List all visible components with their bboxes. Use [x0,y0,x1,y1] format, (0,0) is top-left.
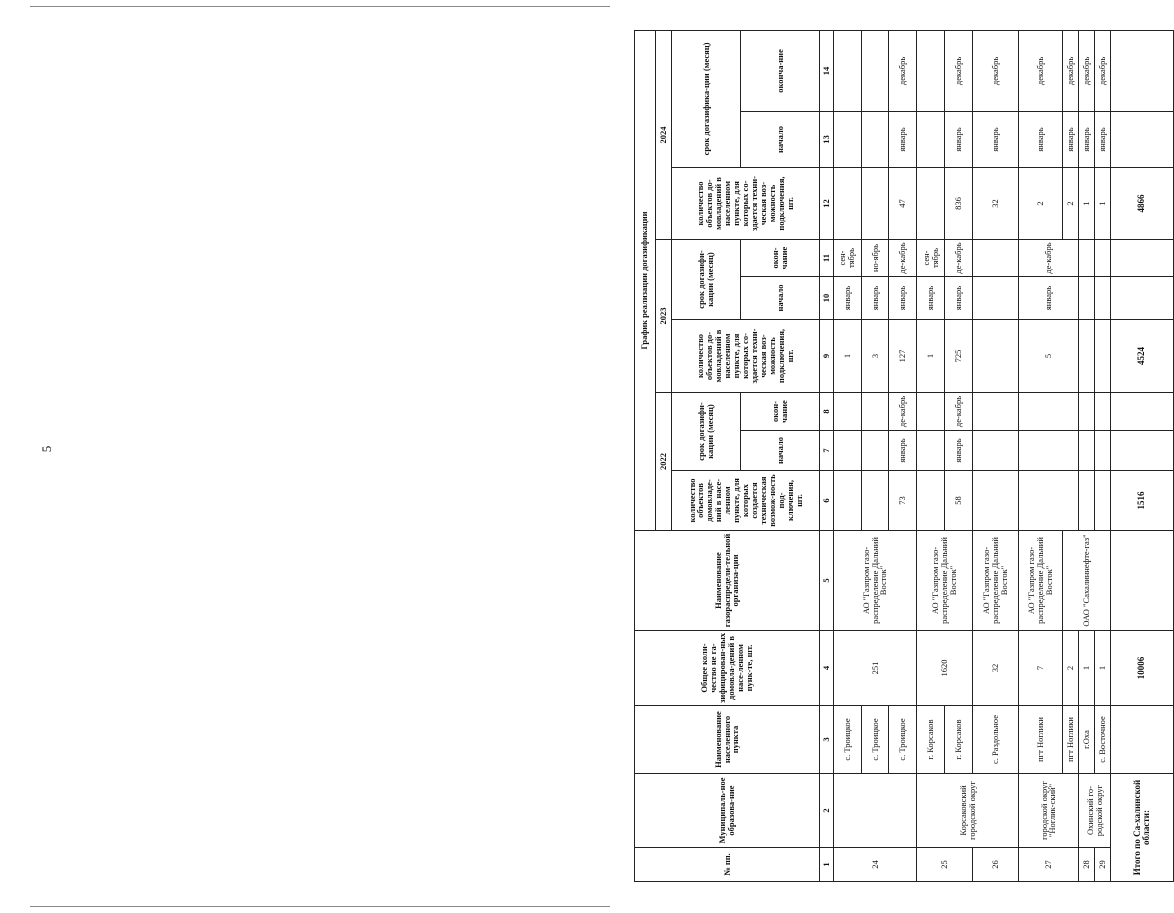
header-qty-2022: количество объектов домовладе-ний в насе-ленном пункте, для которых создается техническая возмож-ность под-ключения, шт. [672,471,820,531]
end-2024-cell: декабрь [972,30,1018,111]
start-2022-cell [917,431,945,471]
col-number: 10 [820,277,834,320]
total-end-2022 [1111,393,1174,431]
count-cell: 1 [1095,631,1111,706]
header-end-2022: окон-чание [741,393,820,431]
total-qty-2022: 1516 [1111,471,1174,531]
end-2022-cell [833,393,861,431]
end-2024-cell [833,30,861,111]
settlement-cell: с. Троицкое [889,706,917,774]
end-2024-cell [861,30,889,111]
end-2022-cell [972,393,1018,431]
gasification-schedule-table [634,30,1174,882]
end-2024-cell: декабрь [1018,30,1062,111]
table-row [944,30,972,881]
count-cell: 32 [972,631,1018,706]
end-2022-cell: де-кабрь [944,393,972,431]
qty-2023-cell [1095,320,1111,393]
bottom-rule [30,906,610,907]
settlement-cell: с. Троицкое [833,706,861,774]
count-cell: 2 [1062,631,1078,706]
qty-2023-cell: 127 [889,320,917,393]
table-row [917,30,945,881]
col-number: 11 [820,240,834,277]
end-2024-cell: декабрь [1062,30,1078,111]
table-row [1018,30,1062,881]
header-ungasified-count: Общее коли-чество не га-зифицирован-ных домовла-дений в насе-ленном пунк-те, шт. [635,631,820,706]
end-2023-cell [1079,240,1095,277]
start-2024-cell [917,112,945,168]
count-cell: 251 [833,631,916,706]
start-2023-cell [1079,277,1095,320]
col-number: 4 [820,631,834,706]
total-start-2023 [1111,277,1174,320]
end-2024-cell [917,30,945,111]
total-start-2024 [1111,112,1174,168]
settlement-cell: г.Оха [1079,706,1095,774]
header-start-2024: начало [741,112,820,168]
qty-2023-cell: 5 [1018,320,1078,393]
total-count: 10006 [1111,631,1174,706]
header-year-2023: 2023 [655,240,671,393]
header-start-2023: начало [741,277,820,320]
start-2024-cell: январь [889,112,917,168]
end-2024-cell: декабрь [944,30,972,111]
header-end-2024: оконча-ние [741,30,820,111]
start-2022-cell [1018,431,1078,471]
count-cell: 1 [1079,631,1095,706]
start-2022-cell [833,431,861,471]
qty-2023-cell: 3 [861,320,889,393]
start-2024-cell: январь [1062,112,1078,168]
end-2022-cell [1018,393,1078,431]
qty-2024-cell: 1 [1095,168,1111,240]
row-number: 29 [1095,848,1111,882]
municipality-cell [833,774,916,848]
start-2022-cell [1095,431,1111,471]
start-2023-cell: январь [1018,277,1078,320]
col-number: 6 [820,471,834,531]
settlement-cell: с. Раздольное [972,706,1018,774]
row-number: 27 [1018,848,1078,882]
header-end-2023: окон-чание [741,240,820,277]
total-org-cell [1111,531,1174,631]
org-cell: АО "Газпром газо-распределение Дальний Восток" [917,531,973,631]
qty-2024-cell [917,168,945,240]
start-2022-cell: январь [944,431,972,471]
qty-2024-cell: 836 [944,168,972,240]
start-2023-cell: январь [917,277,945,320]
table-row [889,30,917,881]
org-cell: АО "Газпром газо-распределение Дальний Восток" [972,531,1018,631]
end-2024-cell: декабрь [1079,30,1095,111]
count-cell: 7 [1018,631,1062,706]
qty-2024-cell: 2 [1018,168,1062,240]
settlement-cell: пгт Ноглики [1062,706,1078,774]
qty-2022-cell: 73 [889,471,917,531]
col-number: 3 [820,706,834,774]
table-row [833,30,861,881]
header-term-2024: срок догазифика-ции (месяц) [672,30,741,167]
qty-2024-cell: 1 [1079,168,1095,240]
total-end-2024 [1111,30,1174,111]
qty-2022-cell [1018,471,1078,531]
header-settlement: Наименование населенного пункта [635,706,820,774]
start-2022-cell [861,431,889,471]
settlement-cell: с. Троицкое [861,706,889,774]
end-2023-cell: де-кабрь [1018,240,1078,277]
qty-2022-cell [1079,471,1095,531]
row-number: 28 [1079,848,1095,882]
start-2023-cell [972,277,1018,320]
row-number: 24 [833,848,916,882]
start-2023-cell: январь [944,277,972,320]
column-number-row [820,30,834,881]
settlement-cell: с. Восточное [1095,706,1111,774]
total-row [1111,30,1174,881]
col-number: 14 [820,30,834,111]
qty-2024-cell: 32 [972,168,1018,240]
start-2024-cell: январь [1018,112,1062,168]
page-number: 5 [39,445,54,453]
end-2023-cell: но-ябрь [861,240,889,277]
end-2022-cell [1095,393,1111,431]
end-2024-cell: декабрь [1095,30,1111,111]
table-row [1079,30,1095,881]
qty-2023-cell: 1 [917,320,945,393]
qty-2023-cell: 1 [833,320,861,393]
total-end-2023 [1111,240,1174,277]
qty-2023-cell [972,320,1018,393]
start-2024-cell: январь [1095,112,1111,168]
table-row [1095,30,1111,881]
start-2024-cell: январь [972,112,1018,168]
total-settlement-cell [1111,706,1174,774]
org-cell: АО "Газпром газо-распределение Дальний Восток" [1018,531,1062,631]
start-2024-cell [833,112,861,168]
header-year-2024: 2024 [655,30,671,239]
header-gas-org: Наименование газораспредели-тельной организа-ции [635,531,820,631]
qty-2022-cell: 58 [944,471,972,531]
end-2022-cell: де-кабрь [889,393,917,431]
start-2022-cell [972,431,1018,471]
qty-2022-cell [917,471,945,531]
qty-2024-cell: 2 [1062,168,1078,240]
header-qty-2023: количество объектов до-мовладений в населенном пункте, для которых со-здается техни-ческая воз-можность подключения, шт. [672,320,820,393]
settlement-cell: г. Корсаков [944,706,972,774]
end-2023-cell [972,240,1018,277]
qty-2023-cell [1079,320,1095,393]
end-2023-cell: де-кабрь [889,240,917,277]
start-2023-cell: январь [861,277,889,320]
table-row [861,30,889,881]
table-row [972,30,1018,881]
qty-2024-cell [833,168,861,240]
qty-2022-cell [833,471,861,531]
header-start-2022: начало [741,431,820,471]
start-2024-cell: январь [944,112,972,168]
start-2022-cell: январь [889,431,917,471]
end-2024-cell: декабрь [889,30,917,111]
col-number: 5 [820,531,834,631]
start-2023-cell: январь [833,277,861,320]
header-municipality: Муниципаль-ное образова-ние [635,774,820,848]
start-2024-cell [861,112,889,168]
col-number: 7 [820,431,834,471]
col-number: 9 [820,320,834,393]
col-number: 2 [820,774,834,848]
municipality-cell: Корсаковский городской округ [917,774,1019,848]
count-cell: 1620 [917,631,973,706]
col-number: 1 [820,848,834,882]
settlement-cell: пгт Ноглики [1018,706,1062,774]
header-num: № пп. [635,848,820,882]
end-2023-cell: сен-тябрь [917,240,945,277]
end-2022-cell [917,393,945,431]
col-number: 8 [820,393,834,431]
qty-2022-cell [1095,471,1111,531]
total-label: Итого по Са-халинской области: [1111,774,1174,882]
end-2023-cell: сен-тябрь [833,240,861,277]
qty-2024-cell: 47 [889,168,917,240]
total-qty-2023: 4524 [1111,320,1174,393]
col-number: 13 [820,112,834,168]
end-2023-cell [1095,240,1111,277]
qty-2022-cell [861,471,889,531]
header-year-2022: 2022 [655,393,671,531]
org-cell: ОАО "Сахалиннефте-газ" [1062,531,1111,631]
start-2023-cell: январь [889,277,917,320]
end-2022-cell [861,393,889,431]
start-2023-cell [1095,277,1111,320]
start-2024-cell: январь [1079,112,1095,168]
header-term-2022: срок догазифи-кации (месяц) [672,393,741,471]
settlement-cell: г. Корсаков [917,706,945,774]
top-rule [30,6,610,7]
end-2023-cell: де-кабрь [944,240,972,277]
qty-2023-cell: 725 [944,320,972,393]
header-schedule: График реализации догазификации [635,30,656,530]
col-number: 12 [820,168,834,240]
start-2022-cell [1079,431,1095,471]
org-cell: АО "Газпром газо-распределение Дальний Восток" [833,531,916,631]
header-qty-2024: количество объектов до-мовладений в населенном пункте, для которых со-здается техни-ческая воз-можность подключения, шт. [672,168,820,240]
end-2022-cell [1079,393,1095,431]
row-number: 26 [972,848,1018,882]
qty-2024-cell [861,168,889,240]
qty-2022-cell [972,471,1018,531]
row-number: 25 [917,848,973,882]
municipality-cell: городской округ "Ноглик-ский" [1018,774,1078,848]
total-start-2022 [1111,431,1174,471]
rotated-table-container [634,31,1174,882]
municipality-cell: Охинский го-родской округ [1079,774,1111,848]
total-qty-2024: 4866 [1111,168,1174,240]
header-term-2023: срок догазифи-кации (месяц) [672,240,741,320]
